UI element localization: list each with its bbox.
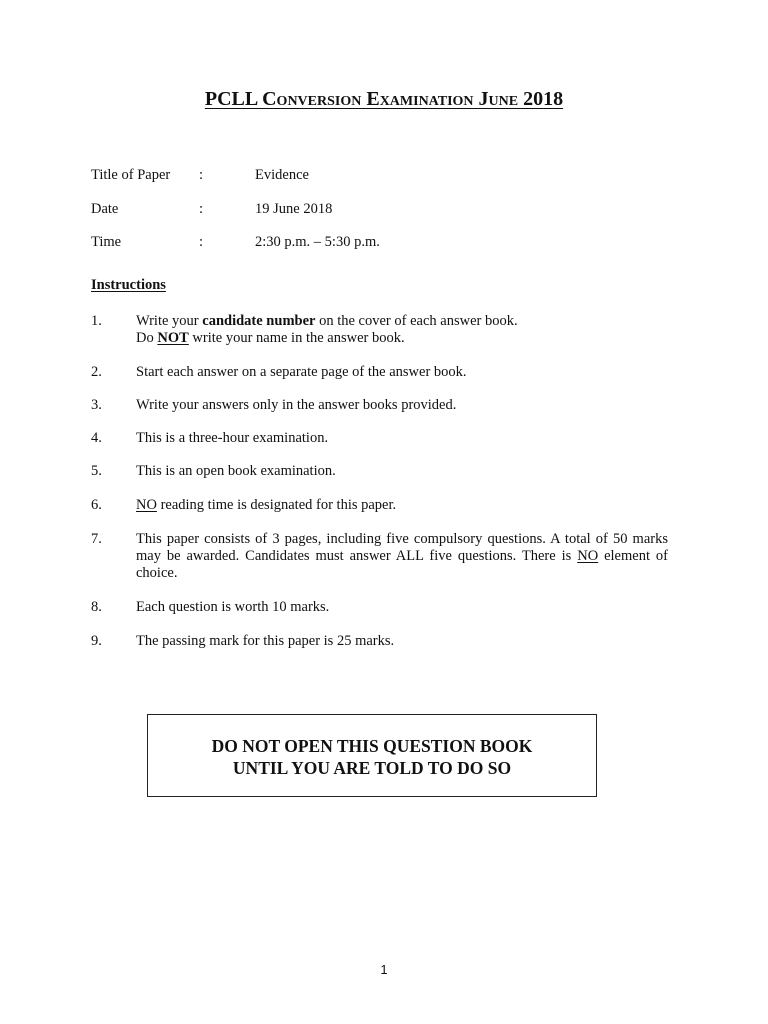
meta-key: Title of Paper	[91, 167, 171, 183]
instruction-text: Start each answer on a separate page of the answer book.	[136, 364, 467, 380]
text-segment: element of choice.	[136, 548, 668, 581]
instruction-item	[91, 599, 668, 616]
instruction-number: 4.	[91, 430, 102, 446]
text-segment-underlined: NO	[136, 497, 157, 513]
instruction-item	[91, 497, 668, 514]
instruction-number: 1.	[91, 313, 102, 329]
notice-line-2: UNTIL YOU ARE TOLD TO DO SO	[232, 758, 512, 778]
page-title: PCLL Conversion Examination June 2018	[204, 88, 564, 110]
meta-key: Date	[91, 201, 119, 217]
instruction-item	[91, 463, 668, 480]
text-segment-underlined: NO	[577, 548, 599, 564]
text-segment: on the cover of each answer book.	[315, 313, 518, 329]
instruction-text	[136, 497, 668, 514]
instruction-item	[91, 531, 668, 582]
instruction-item	[91, 633, 668, 650]
meta-colon: :	[199, 167, 204, 183]
text-segment-bold: candidate number	[202, 313, 316, 329]
instruction-text	[136, 531, 668, 582]
instruction-text	[136, 313, 668, 347]
instruction-number: 7.	[91, 531, 102, 547]
instruction-text: Each question is worth 10 marks.	[136, 599, 330, 615]
instruction-text: The passing mark for this paper is 25 marks.	[136, 633, 395, 649]
page-number: 1	[380, 962, 388, 977]
instruction-number: 5.	[91, 463, 102, 479]
instruction-text: Write your answers only in the answer books provided.	[136, 397, 457, 413]
meta-value: 19 June 2018	[255, 201, 333, 217]
instruction-text: This is a three-hour examination.	[136, 430, 329, 446]
text-segment: Do	[136, 330, 158, 346]
meta-colon: :	[199, 234, 204, 250]
instruction-number: 3.	[91, 397, 102, 413]
instruction-number: 2.	[91, 364, 102, 380]
instruction-item	[91, 430, 668, 447]
meta-key: Time	[91, 234, 122, 250]
instruction-item	[91, 397, 668, 414]
instruction-item	[91, 364, 668, 381]
instruction-number: 8.	[91, 599, 102, 615]
notice-line-1: DO NOT OPEN THIS QUESTION BOOK	[211, 736, 533, 756]
instructions-heading: Instructions	[91, 277, 166, 293]
text-segment: Write your	[136, 313, 203, 329]
instruction-text: This is an open book examination.	[136, 463, 336, 479]
notice-box	[147, 714, 597, 797]
text-segment: reading time is designated for this paper.	[156, 497, 397, 513]
text-segment: write your name in the answer book.	[188, 330, 405, 346]
meta-value: Evidence	[255, 167, 309, 183]
meta-colon: :	[199, 201, 204, 217]
text-segment: This paper consists of 3 pages, including five compulsory questions. A total of 50 marks may be awarded. Candidates must answer ALL five questions. There is	[136, 531, 668, 564]
meta-value: 2:30 p.m. – 5:30 p.m.	[255, 234, 380, 250]
instruction-item	[91, 313, 668, 347]
text-segment-bold-underlined: NOT	[157, 330, 189, 346]
instruction-number: 6.	[91, 497, 102, 513]
instruction-number: 9.	[91, 633, 102, 649]
